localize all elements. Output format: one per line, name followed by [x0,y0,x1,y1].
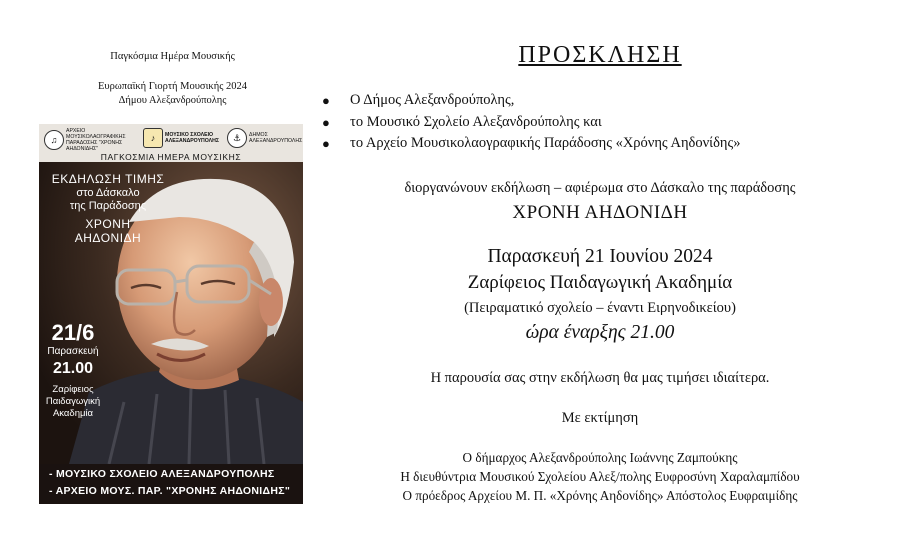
organizer-municipality: Ο Δήμος Αλεξανδρούπολης, [350,92,515,108]
poster-headline-2: στο Δάσκαλο [76,187,140,199]
poster-venue-2: Παιδαγωγική [45,396,101,407]
event-venue: Ζαρίφειος Παιδαγωγική Ακαδημία [467,272,733,293]
invitation-title: ΠΡΟΣΚΛΗΣΗ [518,42,682,68]
festival-line: Ευρωπαϊκή Γιορτή Μουσικής 2024 [98,81,247,92]
poster-headline-3: της Παράδοσης [69,200,147,212]
organizers-list [320,90,741,155]
presence-note: Η παρουσία σας στην εκδήλωση θα μας τιμήσει ιδιαίτερα. [430,370,770,386]
poster-footer [39,464,303,504]
poster-time: 21.00 [52,360,94,377]
poster-venue-3: Ακαδημία [52,408,94,419]
list-item [320,133,741,155]
organizer-archive: το Αρχείο Μουσικολαογραφικής Παράδοσης «Χρόνης Αηδονίδης» [350,135,741,151]
poster-date: 21/6 [51,320,95,345]
list-item [320,90,741,112]
bullet-icon: ● [322,114,330,130]
municipality-seal-icon: ⚓ [227,128,247,148]
honoree-name: ΧΡΟΝΗ ΑΗΔΟΝΙΔΗ [512,202,688,223]
start-time: ώρα έναρξης 21.00 [525,322,675,343]
event-poster [39,124,303,504]
signature-archive-president: Ο πρόεδρος Αρχείου Μ. Π. «Χρόνης Αηδονίδης» Απόστολος Ευφραιμίδης [402,488,798,503]
municipality-line: Δήμου Αλεξανδρούπολης [118,95,227,106]
municipality-logo-text: ΔΗΜΟΣ ΑΛΕΞΑΝΔΡΟΥΠΟΛΗΣ [249,132,303,144]
regards-line: Με εκτίμηση [561,410,639,426]
poster-headline [47,172,169,186]
signature-mayor: Ο δήμαρχος Αλεξανδρούπολης Ιωάννης Ζαμπούκης [462,450,738,465]
poster-logo-bar [39,124,303,162]
european-music-festival-heading [40,80,305,108]
poster-venue-1: Ζαρίφειος [52,384,94,395]
poster-footer-school: - ΜΟΥΣΙΚΟ ΣΧΟΛΕΙΟ ΑΛΕΞΑΝΔΡΟΥΠΟΛΗΣ [49,468,275,480]
signature-school-director: Η διευθύντρια Μουσικού Σχολείου Αλεξ/πολης Ευφροσύνη Χαραλαμπίδου [400,469,800,484]
school-logo-text: ΜΟΥΣΙΚΟ ΣΧΟΛΕΙΟ ΑΛΕΞΑΝΔΡΟΥΠΟΛΗΣ [165,132,219,144]
poster-venue [43,384,103,420]
list-item [320,112,741,134]
lyre-icon: ♪ [143,128,163,148]
archive-logo [44,128,128,152]
poster-name-2: ΑΗΔΟΝΙΔΗ [74,231,142,245]
poster-band-title: ΠΑΓΚΟΣΜΙΑ ΗΜΕΡΑ ΜΟΥΣΙΚΗΣ [100,152,242,162]
bullet-icon: ● [322,93,330,108]
organizer-school: το Μουσικό Σχολείο Αλεξανδρούπολης και [350,113,602,130]
poster-weekday: Παρασκευή [47,346,99,357]
world-music-day-heading: Παγκόσμια Ημέρα Μουσικής [110,51,235,62]
school-logo [143,128,231,148]
municipality-logo [227,128,301,148]
venue-detail: (Πειραματικό σχολείο – έναντι Ειρηνοδικείου) [464,300,736,316]
archive-seal-icon: ♫ [44,130,64,150]
poster-subheadline [47,187,169,213]
poster-footer-archive: - ΑΡΧΕΙΟ ΜΟΥΣ. ΠΑΡ. "ΧΡΟΝΗΣ ΑΗΔΟΝΙΔΗΣ" [49,485,291,497]
poster-honoree-name [47,217,169,245]
poster-name-1: ΧΡΟΝΗ [85,217,131,231]
bullet-icon: ● [322,136,330,151]
event-date: Παρασκευή 21 Ιουνίου 2024 [487,246,713,267]
archive-logo-text: ΑΡΧΕΙΟ ΜΟΥΣΙΚΟΛΑΟΓΡΑΦΙΚΗΣ ΠΑΡΑΔΟΣΗΣ "ΧΡΟΝΗΣ ΑΗΔΟΝΙΔΗΣ" [66,128,126,152]
poster-headline-1: ΕΚΔΗΛΩΣΗ ΤΙΜΗΣ [51,172,165,186]
organize-statement: διοργανώνουν εκδήλωση – αφιέρωμα στο Δάσκαλο της παράδοσης [404,180,796,196]
